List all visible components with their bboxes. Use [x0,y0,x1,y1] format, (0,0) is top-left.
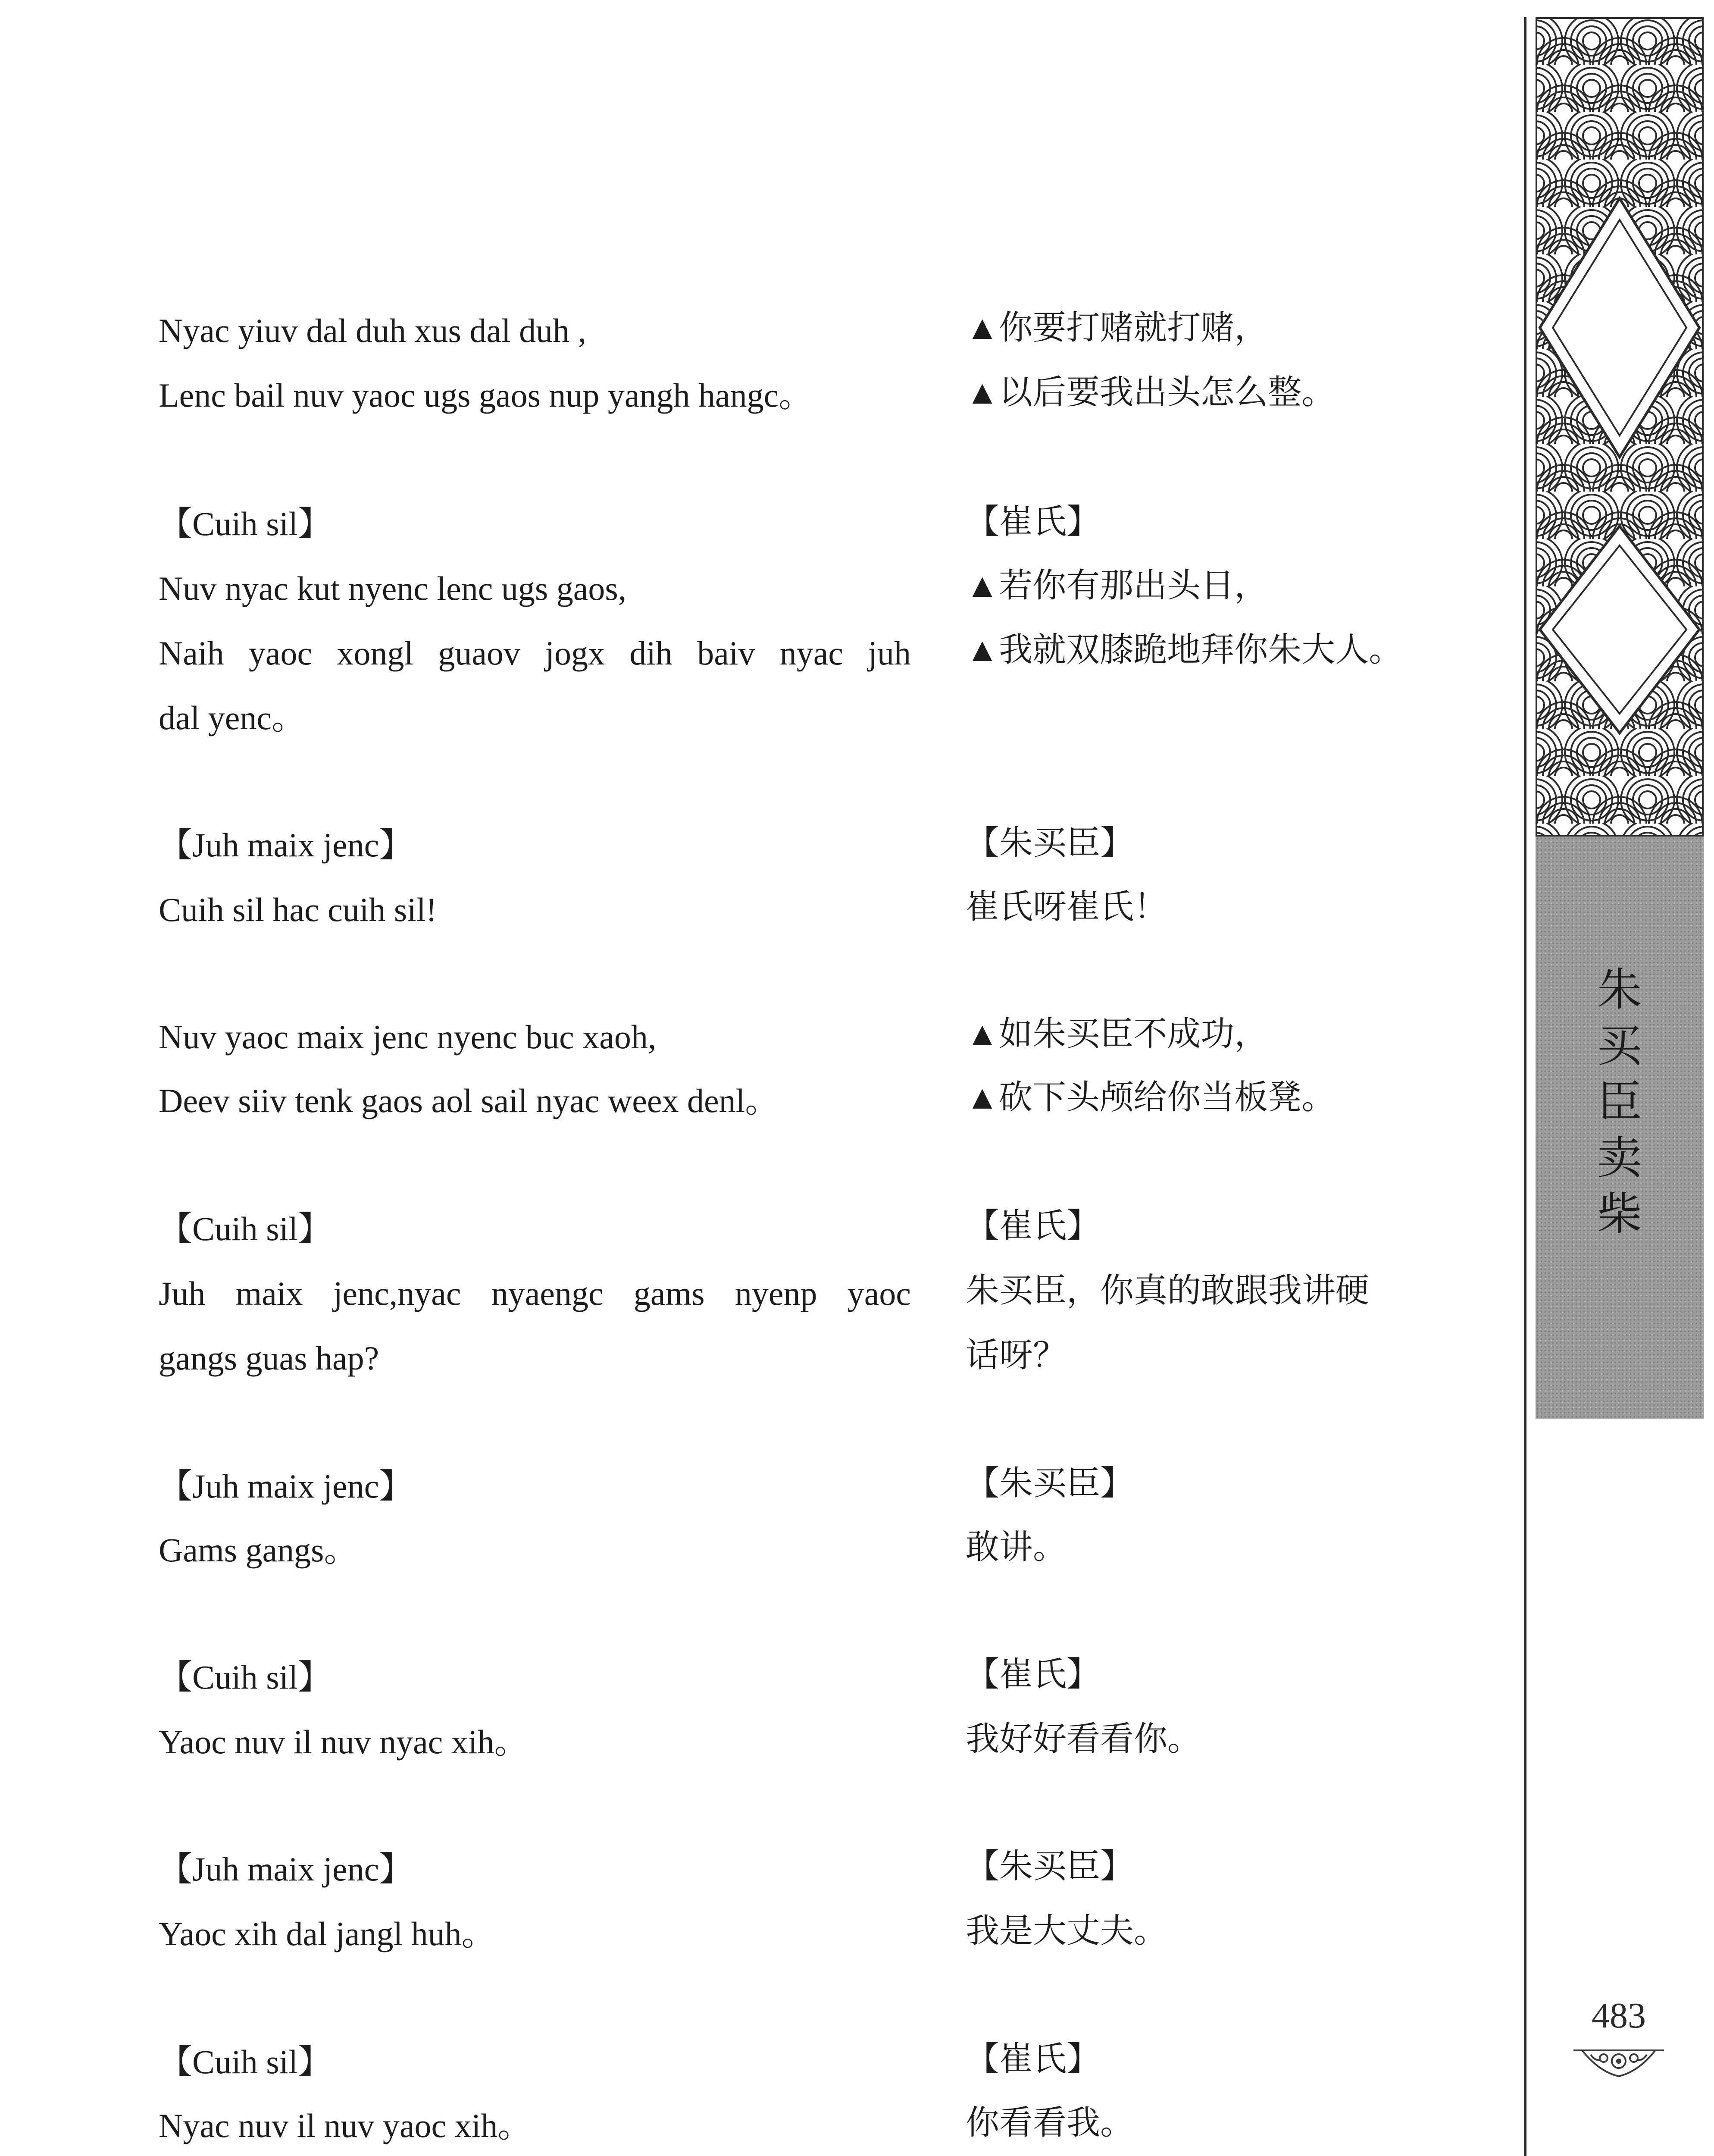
kam-line: Cuih sil hac cuih sil! [159,891,437,928]
section-title-char: 卖 [1597,1131,1642,1184]
kam-line: Deev siiv tenk gaos aol sail nyac weex denl。 [159,1082,779,1119]
speaker-label: 【崔氏】 [966,2040,1101,2078]
speaker-label: 【朱买臣】 [966,1464,1134,1502]
kam-line: Nuv yaoc maix jenc nyenc buc xaoh, [159,1018,657,1056]
chinese-line: 敢讲。 [966,1528,1067,1566]
section-title-char: 臣 [1597,1075,1642,1128]
margin-divider-line [1524,17,1526,2156]
speaker-label: 【Juh maix jenc】 [159,1850,413,1888]
chinese-line: ▲如朱买臣不成功， [966,1015,1268,1053]
speaker-label: 【Cuih sil】 [159,505,332,542]
speaker-label: 【Cuih sil】 [159,2043,332,2081]
speaker-label: 【Cuih sil】 [159,1210,332,1247]
chinese-line: 朱买臣，你真的敢跟我讲硬 [966,1272,1370,1309]
chinese-line: ▲以后要我出头怎么整。 [966,373,1336,411]
page-number-ornament-icon [1569,2042,1668,2081]
speaker-label: 【朱买臣】 [966,824,1134,862]
speaker-label: 【Juh maix jenc】 [159,1467,413,1505]
page-number: 483 [1592,1996,1646,2036]
speaker-label: 【Cuih sil】 [159,1658,332,1696]
speaker-label: 【崔氏】 [966,1655,1101,1693]
chinese-line: 话呀？ [966,1336,1067,1374]
kam-line: gangs guas hap? [159,1339,379,1377]
speaker-label: 【Juh maix jenc】 [159,826,413,864]
chinese-line: 崔氏呀崔氏！ [966,888,1168,925]
speaker-label: 【朱买臣】 [966,1847,1134,1885]
kam-line: Juh maix jenc,nyac nyaengc gams nyenp yaoc [159,1275,911,1312]
chinese-line: 我是大丈夫。 [966,1912,1168,1949]
chinese-line: ▲你要打赌就打赌， [966,309,1268,346]
section-title-char: 买 [1597,1019,1642,1072]
section-title-band [1536,837,1704,1419]
chinese-line: 我好好看看你。 [966,1720,1201,1758]
chinese-line: 你看看我。 [966,2104,1134,2141]
section-title-char: 柴 [1597,1188,1642,1240]
kam-line: Yaoc xih dal jangl huh。 [159,1915,495,1952]
kam-line: Nuv nyac kut nyenc lenc ugs gaos, [159,570,627,607]
kam-line: Naih yaoc xongl guaov jogx dih baiv nyac juh [159,634,911,672]
section-title-char: 朱 [1597,963,1642,1016]
kam-line: Nyac nuv il nuv yaoc xih。 [159,2107,532,2144]
kam-line: Yaoc nuv il nuv nyac xih。 [159,1723,528,1761]
chinese-line: ▲砍下头颅给你当板凳。 [966,1078,1336,1116]
speaker-label: 【崔氏】 [966,1207,1101,1244]
kam-line: Gams gangs。 [159,1531,358,1569]
kam-line: Lenc bail nuv yaoc ugs gaos nup yangh hangc。 [159,376,813,414]
chinese-line: ▲我就双膝跪地拜你朱大人。 [966,631,1403,668]
speaker-label: 【崔氏】 [966,503,1101,540]
kam-line: Nyac yiuv dal duh xus dal duh , [159,312,587,349]
chinese-line: ▲若你有那出头日， [966,567,1268,604]
kam-line: dal yenc。 [159,699,306,736]
cloud-pattern-ornament [1536,17,1704,837]
